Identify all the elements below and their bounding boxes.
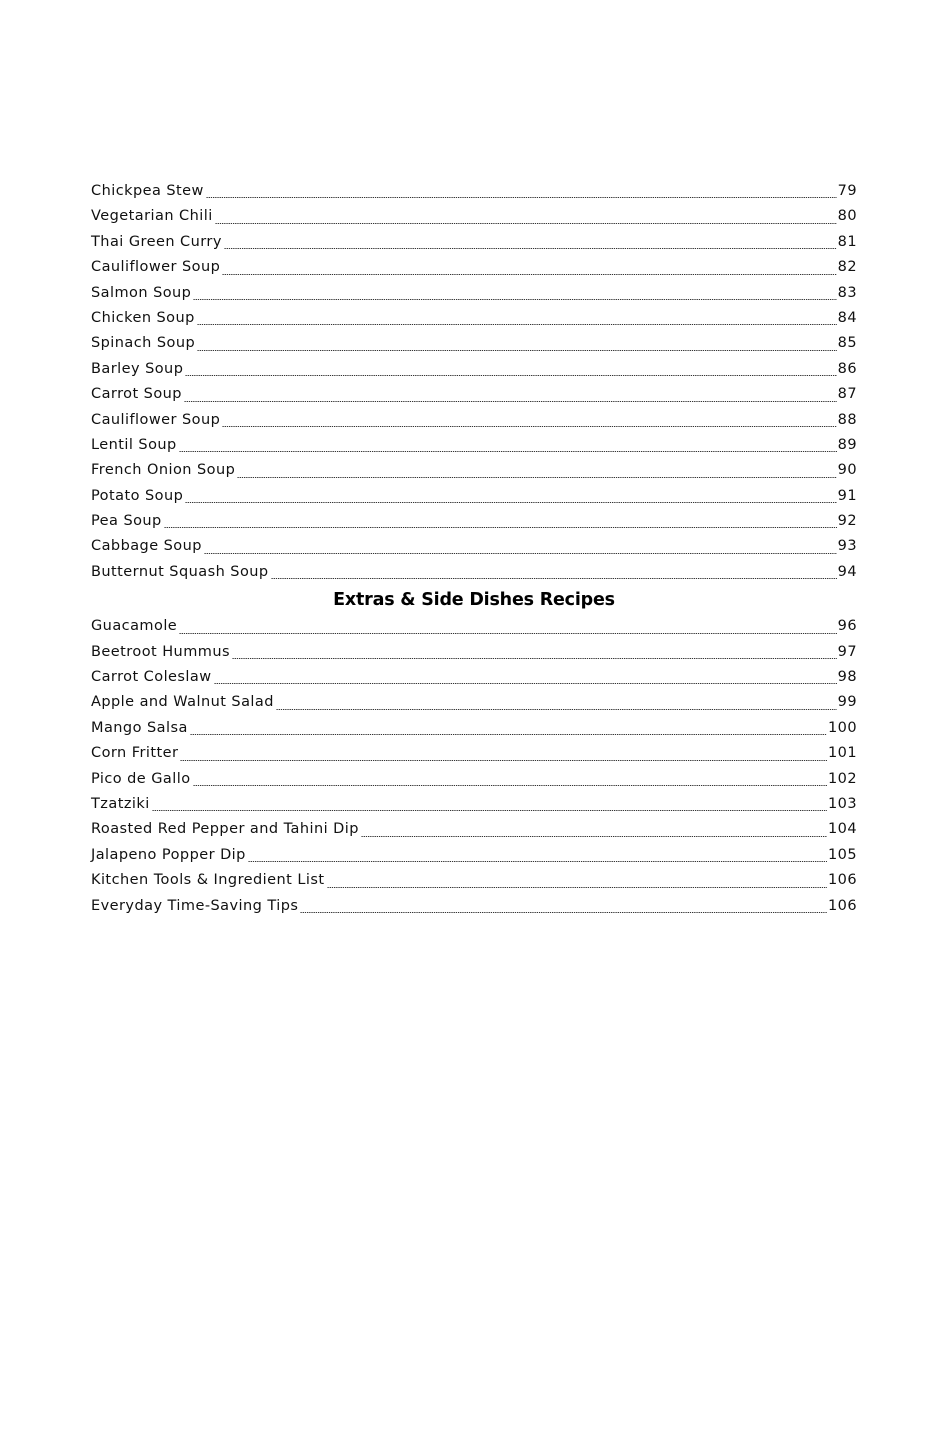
- dot-leader: [197, 350, 836, 351]
- toc-entry[interactable]: [91, 767, 857, 792]
- dot-leader: [214, 683, 837, 684]
- toc-entry[interactable]: [91, 843, 857, 868]
- toc-entry-title: Carrot Soup: [91, 386, 182, 403]
- toc-entry-title: Cauliflower Soup: [91, 411, 221, 428]
- dot-leader: [327, 887, 827, 888]
- dot-leader: [179, 633, 836, 634]
- toc-entry-page: 88: [837, 411, 857, 428]
- dot-leader: [222, 274, 836, 275]
- dot-leader: [184, 401, 837, 402]
- toc-entry-title: Tzatziki: [91, 795, 150, 812]
- toc-entry-title: Apple and Walnut Salad: [91, 694, 274, 711]
- section-heading: Extras & Side Dishes Recipes: [333, 590, 615, 611]
- toc-entry-title: Butternut Squash Soup: [91, 563, 269, 580]
- toc-entry-page: 82: [837, 259, 857, 276]
- toc-entry-page: 81: [837, 233, 857, 250]
- table-of-contents: [91, 179, 857, 919]
- dot-leader: [180, 760, 827, 761]
- toc-entry[interactable]: [91, 230, 857, 255]
- toc-entry-title: Jalapeno Popper Dip: [91, 846, 246, 863]
- dot-leader: [300, 912, 827, 913]
- toc-entry[interactable]: [91, 357, 857, 382]
- toc-entry-page: 92: [837, 513, 857, 530]
- dot-leader: [206, 197, 837, 198]
- toc-entry[interactable]: [91, 255, 857, 280]
- toc-entry-page: 103: [827, 795, 857, 812]
- toc-entry-title: Chicken Soup: [91, 309, 195, 326]
- toc-entry[interactable]: [91, 690, 857, 715]
- toc-entry-title: Salmon Soup: [91, 284, 192, 301]
- dot-leader: [164, 527, 837, 528]
- dot-leader: [222, 426, 836, 427]
- toc-entry[interactable]: [91, 534, 857, 559]
- toc-entry-title: Pico de Gallo: [91, 770, 191, 787]
- toc-entry-title: Beetroot Hummus: [91, 643, 230, 660]
- toc-entry[interactable]: [91, 382, 857, 407]
- toc-entry[interactable]: [91, 868, 857, 893]
- toc-entry-page: 79: [837, 183, 857, 199]
- toc-entry-page: 93: [837, 538, 857, 555]
- toc-entry-page: 104: [827, 821, 857, 838]
- dot-leader: [193, 299, 836, 300]
- toc-entry[interactable]: [91, 179, 857, 204]
- toc-entry-page: 102: [827, 770, 857, 787]
- dot-leader: [152, 810, 827, 811]
- toc-entry-page: 105: [827, 846, 857, 863]
- toc-entry-title: Vegetarian Chili: [91, 208, 213, 225]
- toc-entry[interactable]: [91, 433, 857, 458]
- toc-entry[interactable]: [91, 640, 857, 665]
- toc-entry[interactable]: [91, 331, 857, 356]
- dot-leader: [193, 785, 827, 786]
- toc-entry-title: Cauliflower Soup: [91, 259, 221, 276]
- dot-leader: [190, 734, 827, 735]
- toc-entry-page: 106: [827, 872, 857, 889]
- toc-entry[interactable]: [91, 458, 857, 483]
- dot-leader: [237, 477, 836, 478]
- toc-entry[interactable]: [91, 484, 857, 509]
- toc-entry-page: 97: [837, 643, 857, 660]
- toc-entry-title: Spinach Soup: [91, 335, 196, 352]
- toc-entry-page: 106: [827, 897, 857, 914]
- toc-entry-page: 84: [837, 309, 857, 326]
- toc-entry[interactable]: [91, 817, 857, 842]
- toc-entry-title: Roasted Red Pepper and Tahini Dip: [91, 821, 359, 838]
- toc-entry[interactable]: [91, 509, 857, 534]
- toc-entry-title: Cabbage Soup: [91, 538, 202, 555]
- toc-entry-title: Potato Soup: [91, 487, 184, 504]
- toc-entry[interactable]: [91, 408, 857, 433]
- toc-entry-page: 94: [837, 563, 857, 580]
- dot-leader: [271, 578, 837, 579]
- toc-entry-title: Everyday Time-Saving Tips: [91, 897, 299, 914]
- toc-entry[interactable]: [91, 281, 857, 306]
- toc-entry[interactable]: [91, 306, 857, 331]
- toc-entry[interactable]: [91, 560, 857, 585]
- toc-entry-title: Guacamole: [91, 618, 178, 635]
- toc-entry-title: Kitchen Tools & Ingredient List: [91, 872, 325, 889]
- toc-entry[interactable]: [91, 894, 857, 919]
- dot-leader: [185, 502, 836, 503]
- toc-entry-page: 89: [837, 436, 857, 453]
- toc-entry-page: 100: [827, 719, 857, 736]
- dot-leader: [179, 451, 837, 452]
- toc-list-extras: [91, 614, 857, 919]
- toc-entry-page: 98: [837, 669, 857, 686]
- toc-entry-title: French Onion Soup: [91, 462, 236, 479]
- toc-entry-title: Pea Soup: [91, 513, 162, 530]
- dot-leader: [248, 861, 827, 862]
- dot-leader: [197, 324, 837, 325]
- toc-entry-page: 90: [837, 462, 857, 479]
- toc-entry-title: Lentil Soup: [91, 436, 177, 453]
- toc-entry[interactable]: [91, 716, 857, 741]
- toc-entry-title: Thai Green Curry: [91, 233, 222, 250]
- toc-entry[interactable]: [91, 741, 857, 766]
- toc-entry-title: Barley Soup: [91, 360, 184, 377]
- dot-leader: [224, 248, 837, 249]
- toc-entry[interactable]: [91, 792, 857, 817]
- toc-entry[interactable]: [91, 614, 857, 639]
- dot-leader: [361, 836, 827, 837]
- toc-entry-title: Chickpea Stew: [91, 183, 204, 199]
- toc-entry-title: Carrot Coleslaw: [91, 669, 212, 686]
- toc-entry-page: 101: [827, 745, 857, 762]
- toc-entry-page: 96: [837, 618, 857, 635]
- toc-entry[interactable]: [91, 665, 857, 690]
- dot-leader: [232, 658, 837, 659]
- toc-entry-title: Corn Fritter: [91, 745, 179, 762]
- toc-entry[interactable]: [91, 204, 857, 229]
- toc-entry-page: 83: [837, 284, 857, 301]
- dot-leader: [185, 375, 836, 376]
- dot-leader: [204, 553, 837, 554]
- toc-entry-page: 80: [837, 208, 857, 225]
- toc-entry-page: 99: [837, 694, 857, 711]
- toc-entry-page: 86: [837, 360, 857, 377]
- toc-list-soups: [91, 179, 857, 585]
- toc-entry-page: 87: [837, 386, 857, 403]
- toc-entry-page: 85: [837, 335, 857, 352]
- dot-leader: [276, 709, 837, 710]
- toc-entry-page: 91: [837, 487, 857, 504]
- toc-entry-title: Mango Salsa: [91, 719, 188, 736]
- dot-leader: [215, 223, 837, 224]
